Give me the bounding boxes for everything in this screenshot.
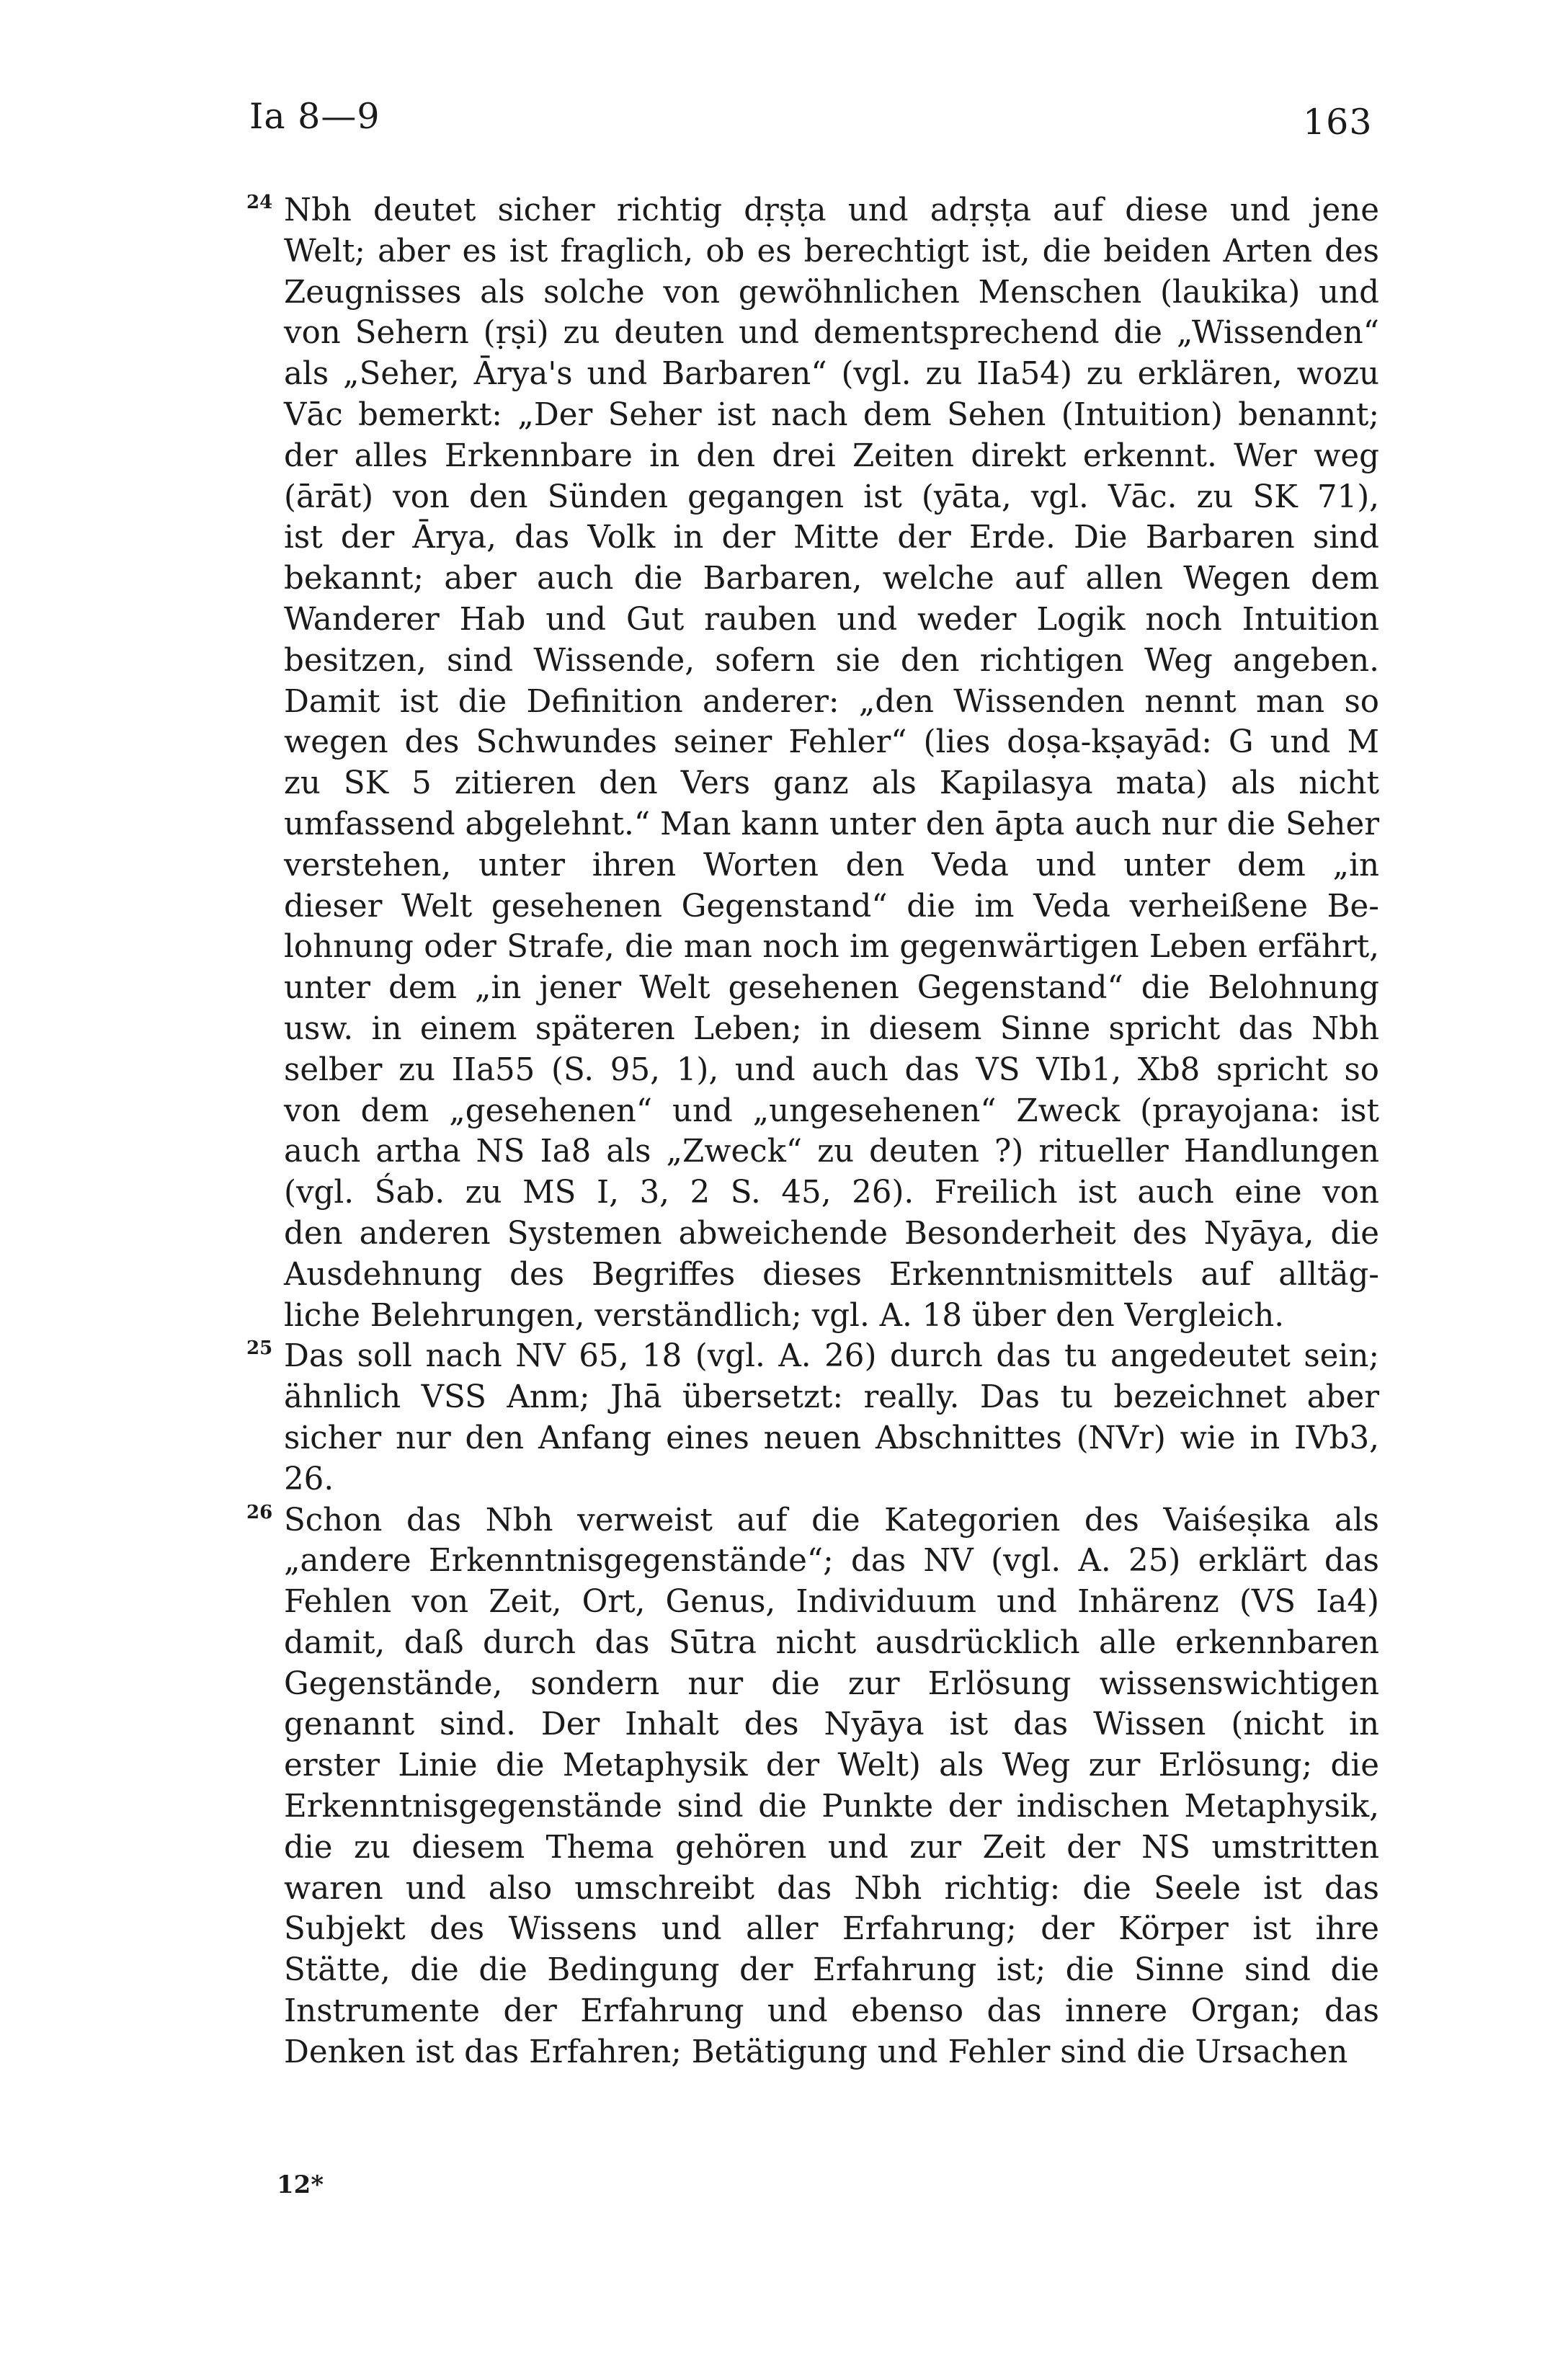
footnote-text-line: erster Linie die Metaphysik der Welt) als Weg zur Erlösung; die	[284, 1747, 1379, 1784]
footnote-text-line: der alles Erkennbare in den drei Zeiten direkt erkennt. Wer weg	[284, 437, 1379, 474]
footnote-number: 24	[246, 192, 273, 213]
footnote	[246, 1500, 1379, 2073]
footnote-text-line: waren und also umschreibt das Nbh richtig: die Seele ist das	[284, 1870, 1379, 1907]
footnote-text-line: damit, daß durch das Sūtra nicht ausdrücklich alle erkennbaren	[284, 1624, 1379, 1661]
footnotes-block	[246, 190, 1379, 2073]
footnote-text-line: auch artha NS Ia8 als „Zweck“ zu deuten ?) ritueller Handlungen	[284, 1134, 1379, 1170]
footnote-text-line: umfassend abgelehnt.“ Man kann unter den āpta auch nur die Seher	[284, 806, 1379, 842]
footnote-number: 26	[246, 1501, 273, 1523]
footnote-text-line: (vgl. Śab. zu MS I, 3, 2 S. 45, 26). Freilich ist auch eine von	[284, 1175, 1379, 1211]
footnote-text-line: Zeugnisses als solche von gewöhnlichen Menschen (laukika) und	[284, 274, 1379, 311]
footnote-text-line: besitzen, sind Wissende, sofern sie den richtigen Weg angeben.	[284, 642, 1379, 679]
page-number: 163	[1303, 102, 1373, 143]
footnote-text-line: Welt; aber es ist fraglich, ob es berechtigt ist, die beiden Arten des	[284, 233, 1379, 270]
footnote-text-line: Nbh deutet sicher richtig dṛṣṭa und adṛṣṭa auf diese und jene	[284, 192, 1379, 228]
footnote-text-line: Denken ist das Erfahren; Betätigung und Fehler sind die Ursachen	[284, 2034, 1348, 2070]
footnote-text-line: Ausdehnung des Begriffes dieses Erkenntnismittels auf alltäg-	[284, 1256, 1379, 1293]
footnote-text-line: bekannt; aber auch die Barbaren, welche auf allen Wegen dem	[284, 561, 1379, 597]
footnote-text-line: ähnlich VSS Anm; Jhā übersetzt: really. Das tu bezeichnet aber	[284, 1379, 1379, 1416]
footnote-text-line: 26.	[284, 1461, 334, 1497]
footnote-text-line: ist der Ārya, das Volk in der Mitte der Erde. Die Barbaren sind	[284, 520, 1379, 556]
footnote-text-line: Subjekt des Wissens und aller Erfahrung; der Körper ist ihre	[284, 1911, 1379, 1948]
footnote-text-line: Schon das Nbh verweist auf die Kategorien des Vaiśeṣika als	[284, 1502, 1379, 1539]
footnote-text-line: Das soll nach NV 65, 18 (vgl. A. 26) durch das tu angedeutet sein;	[284, 1338, 1379, 1375]
footnote-text-line: lohnung oder Strafe, die man noch im gegenwärtigen Leben erfährt,	[284, 929, 1379, 966]
footnote-text-line: verstehen, unter ihren Worten den Veda und unter dem „in	[284, 847, 1379, 883]
signature-mark: 12*	[277, 2170, 324, 2199]
footnote-text-line: den anderen Systemen abweichende Besonderheit des Nyāya, die	[284, 1215, 1379, 1252]
footnote-number: 25	[246, 1337, 273, 1360]
footnote-text-line: Stätte, die die Bedingung der Erfahrung ist; die Sinne sind die	[284, 1952, 1379, 1989]
footnote-text-line: usw. in einem späteren Leben; in diesem Sinne spricht das Nbh	[284, 1010, 1379, 1047]
footnote-text-line: die zu diesem Thema gehören und zur Zeit der NS umstritten	[284, 1829, 1379, 1866]
footnote-text-line: Gegenstände, sondern nur die zur Erlösung wissenswichtigen	[284, 1665, 1379, 1702]
footnote-text-line: sicher nur den Anfang eines neuen Abschnittes (NVr) wie in IVb3,	[284, 1420, 1379, 1456]
footnote-text-line: Instrumente der Erfahrung und ebenso das innere Organ; das	[284, 1993, 1379, 2030]
footnote-text-line: von dem „gesehenen“ und „ungesehenen“ Zweck (prayojana: ist	[284, 1092, 1379, 1129]
footnote-text-line: Erkenntnisgegenstände sind die Punkte der indischen Metaphysik,	[284, 1789, 1379, 1825]
running-head-section: Ia 8—9	[249, 96, 380, 137]
footnote-text-line: liche Belehrungen, verständlich; vgl. A. 18 über den Vergleich.	[284, 1297, 1285, 1334]
footnote-text-line: „andere Erkenntnisgegenstände“; das NV (vgl. A. 25) erklärt das	[284, 1543, 1379, 1580]
footnote-text-line: genannt sind. Der Inhalt des Nyāya ist das Wissen (nicht in	[284, 1706, 1379, 1743]
footnote-text-line: Vāc bemerkt: „Der Seher ist nach dem Sehen (Intuition) benannt;	[284, 396, 1379, 433]
footnote-text-line: Fehlen von Zeit, Ort, Genus, Individuum und Inhärenz (VS Ia4)	[284, 1584, 1379, 1621]
footnote-text-line: (ārāt) von den Sünden gegangen ist (yāta, vgl. Vāc. zu SK 71),	[284, 478, 1379, 515]
footnote	[246, 1336, 1379, 1500]
footnote	[246, 190, 1379, 1336]
footnote-text-line: zu SK 5 zitieren den Vers ganz als Kapilasya mata) als nicht	[284, 765, 1379, 802]
footnote-text-line: dieser Welt gesehenen Gegenstand“ die im Veda verheißene Be-	[284, 888, 1379, 925]
footnote-text-line: wegen des Schwundes seiner Fehler“ (lies doṣa-kṣayād: G und M	[284, 724, 1379, 761]
footnote-text-line: selber zu IIa55 (S. 95, 1), und auch das VS VIb1, Xb8 spricht so	[284, 1051, 1379, 1088]
footnote-text-line: unter dem „in jener Welt gesehenen Gegenstand“ die Belohnung	[284, 970, 1379, 1007]
footnote-text-line: Wanderer Hab und Gut rauben und weder Logik noch Intuition	[284, 601, 1379, 638]
footnote-text-line: von Sehern (ṛṣi) zu deuten und dementsprechend die „Wissenden“	[284, 315, 1379, 352]
footnote-text-line: als „Seher, Ārya's und Barbaren“ (vgl. zu IIa54) zu erklären, wozu	[284, 356, 1379, 393]
footnote-text-line: Damit ist die Definition anderer: „den Wissenden nennt man so	[284, 683, 1379, 720]
